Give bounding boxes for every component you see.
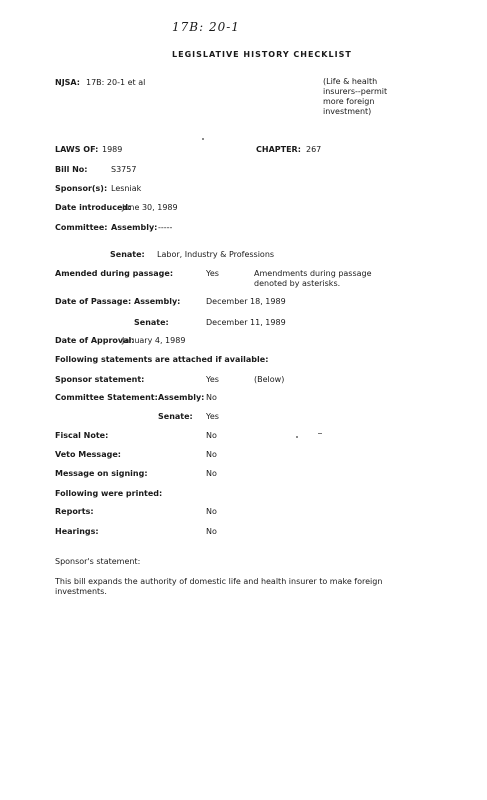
passage-assembly-value: December 18, 1989: [206, 297, 286, 306]
date-of-approval-value: January 4, 1989: [122, 336, 186, 345]
passage-assembly-label: Assembly:: [134, 297, 181, 306]
veto-message-label: Veto Message:: [55, 450, 121, 459]
date-introduced-value: June 30, 1989: [122, 203, 178, 212]
amended-value: Yes: [206, 269, 219, 278]
sponsor-statement-label: Sponsor statement:: [55, 375, 145, 384]
subject-note-line-4: investment): [323, 107, 372, 116]
reports-value: No: [206, 507, 217, 516]
subject-note-line-1: (Life & health: [323, 77, 378, 86]
sponsors-statement-heading: Sponsor's statement:: [55, 557, 141, 566]
sponsors-statement-text: This bill expands the authority of domestic life and health insurer to make foreign investments.: [55, 577, 383, 596]
date-introduced-label: Date introduced:: [55, 203, 132, 212]
scan-speck: [202, 138, 204, 140]
message-on-signing-label: Message on signing:: [55, 469, 148, 478]
committee-label: Committee:: [55, 223, 108, 232]
fiscal-note-label: Fiscal Note:: [55, 431, 109, 440]
passage-senate-label: Senate:: [134, 318, 169, 327]
scan-mark: [318, 433, 322, 434]
committee-statement-label: Committee Statement:: [55, 393, 158, 402]
hearings-label: Hearings:: [55, 527, 99, 536]
amended-label: Amended during passage:: [55, 269, 174, 278]
veto-message-value: No: [206, 450, 217, 459]
committee-senate-label: Senate:: [110, 250, 145, 259]
date-of-approval-label: Date of Approval:: [55, 336, 135, 345]
committee-statement-senate-label: Senate:: [158, 412, 193, 421]
committee-statement-assembly-value: No: [206, 393, 217, 402]
njsa-label: NJSA:: [55, 78, 80, 87]
committee-senate-value: Labor, Industry & Professions: [157, 250, 275, 259]
laws-of-value: 1989: [102, 145, 123, 154]
hearings-value: No: [206, 527, 217, 536]
scan-speck: [296, 436, 298, 438]
sponsor-statement-note: (Below): [254, 375, 285, 384]
amended-note-line-2: denoted by asterisks.: [254, 279, 341, 288]
laws-of-label: LAWS OF:: [55, 145, 99, 154]
subject-note-line-2: insurers--permit: [323, 87, 388, 96]
sponsors-value: Lesniak: [111, 184, 142, 193]
committee-statement-senate-value: Yes: [206, 412, 219, 421]
handwritten-reference: 17B: 20-1: [172, 20, 240, 34]
committee-assembly-value: -----: [158, 223, 173, 232]
reports-label: Reports:: [55, 507, 94, 516]
sponsor-statement-value: Yes: [206, 375, 219, 384]
fiscal-note-value: No: [206, 431, 217, 440]
message-on-signing-value: No: [206, 469, 217, 478]
subject-note-line-3: more foreign: [323, 97, 375, 106]
following-attached-heading: Following statements are attached if available:: [55, 355, 269, 364]
committee-assembly-label: Assembly:: [111, 223, 158, 232]
committee-statement-assembly-label: Assembly:: [158, 393, 205, 402]
bill-no-value: S3757: [111, 165, 137, 174]
njsa-value: 17B: 20-1 et al: [86, 78, 146, 87]
date-of-passage-label: Date of Passage:: [55, 297, 132, 306]
sponsors-label: Sponsor(s):: [55, 184, 108, 193]
chapter-value: 267: [306, 145, 322, 154]
passage-senate-value: December 11, 1989: [206, 318, 286, 327]
page-title: LEGISLATIVE HISTORY CHECKLIST: [172, 50, 352, 59]
following-printed-heading: Following were printed:: [55, 489, 163, 498]
bill-no-label: Bill No:: [55, 165, 88, 174]
chapter-label: CHAPTER:: [256, 145, 301, 154]
amended-note-line-1: Amendments during passage: [254, 269, 372, 278]
